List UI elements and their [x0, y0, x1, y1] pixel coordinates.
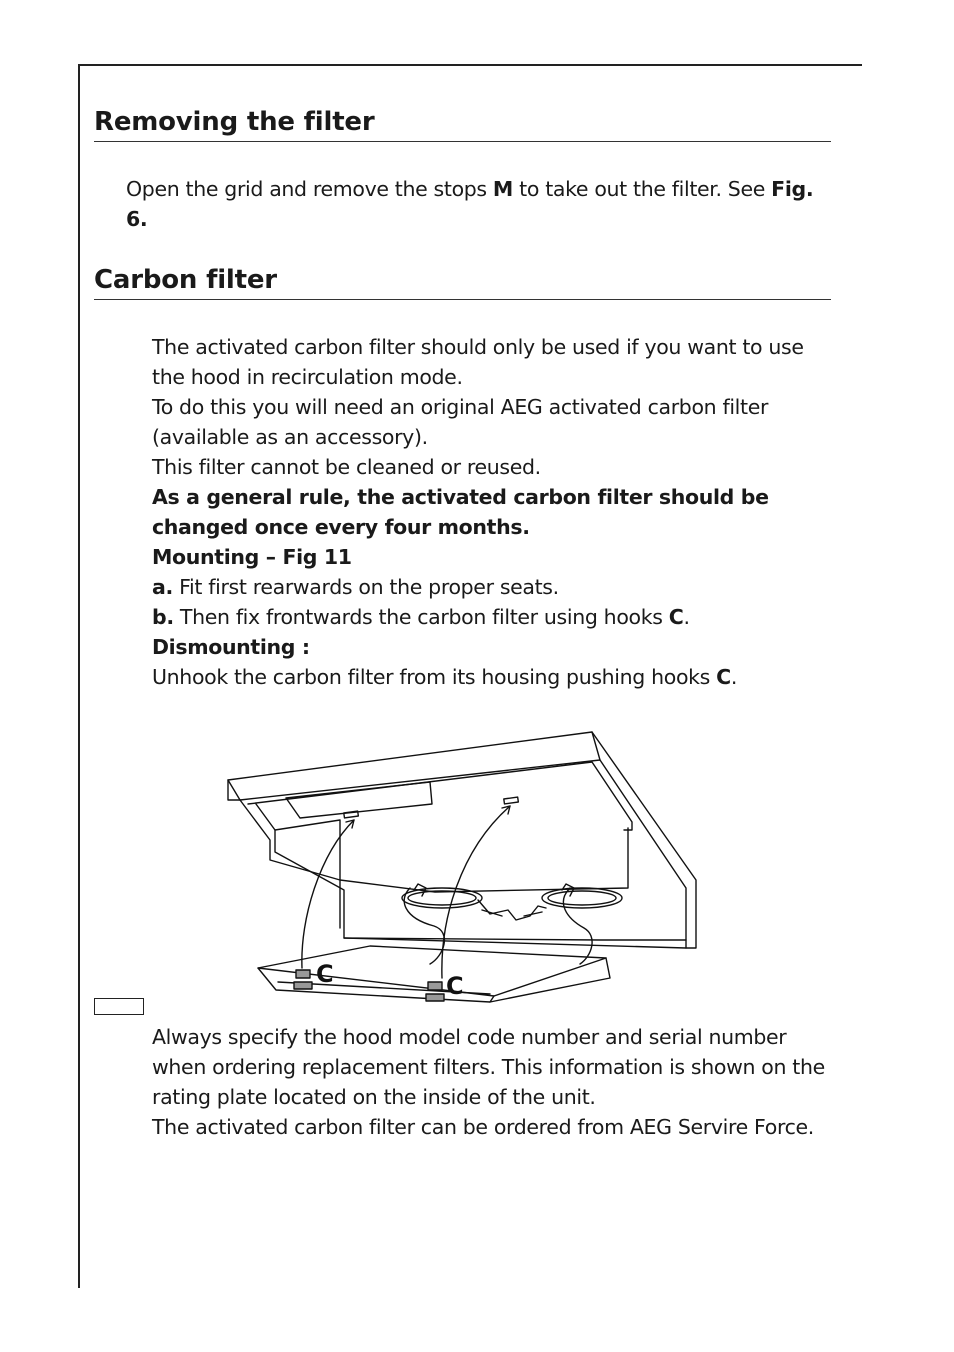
arrow-left [302, 820, 354, 968]
carbon-filter-body [152, 332, 842, 692]
paragraph-requirement: To do this you will need an original AEG activated carbon filter (available as an accessory). [152, 395, 769, 449]
hood-side [592, 732, 600, 760]
text: to take out the filter. See [512, 177, 772, 201]
text: . [730, 665, 738, 689]
note-paragraph-model: Always specify the hood model code number and serial number when ordering replacement filters. This information is shown on the rating plate located on the inside of the unit. [152, 1025, 825, 1109]
motor-ring-right-inner [548, 891, 616, 905]
fig-reference: Fig. 6. [126, 177, 814, 231]
text: Open the grid and remove the stops [126, 177, 493, 201]
hook-c-label-right: C [446, 972, 464, 1000]
step-text: Then fix frontwards the carbon filter using hooks [173, 605, 669, 629]
step-label: a. [152, 575, 173, 599]
filter-panel-side [490, 958, 610, 1002]
mounting-title: Mounting – Fig 11 [152, 545, 352, 569]
hook-right-upper [428, 982, 442, 990]
wire-right [563, 888, 592, 964]
hood-left-drop [240, 800, 340, 928]
hook-label: C [716, 665, 731, 689]
dismount-instruction [152, 662, 842, 692]
top-clip-right [504, 797, 519, 804]
text: Unhook the carbon filter from its housing pushing hooks [152, 665, 717, 689]
paragraph-rule: As a general rule, the activated carbon filter should be changed once every four months. [152, 485, 769, 539]
page-frame-left [78, 64, 80, 1288]
stop-label: M [492, 177, 513, 201]
note-marker-box [94, 998, 144, 1015]
motor-ring-left-inner [408, 891, 476, 905]
center-bracket [478, 900, 546, 920]
note-paragraph-order: The activated carbon filter can be ordered from AEG Servire Force. [152, 1115, 814, 1139]
step-b [152, 602, 842, 632]
hook-right-lower [426, 994, 444, 1001]
text: . [683, 605, 690, 629]
wire-left [404, 888, 444, 964]
step-label: b. [152, 605, 174, 629]
paragraph-usage: The activated carbon filter should only be used if you want to use the hood in recirculation mode. [152, 335, 804, 389]
hook-c-label-left: C [316, 960, 334, 988]
removing-filter-paragraph [126, 174, 826, 234]
dismounting-title: Dismounting : [152, 635, 310, 659]
step-a [152, 572, 842, 602]
carbon-filter-illustration [220, 720, 710, 1010]
heading-removing-filter: Removing the filter [94, 107, 831, 142]
page-frame-top [78, 64, 862, 66]
ordering-note [152, 1022, 842, 1142]
hook-label: C [668, 605, 684, 629]
paragraph-no-reuse: This filter cannot be cleaned or reused. [152, 455, 541, 479]
hood-outline [228, 732, 696, 948]
hook-left-lower [294, 982, 312, 989]
hook-left-upper [296, 970, 310, 978]
heading-carbon-filter: Carbon filter [94, 265, 831, 300]
step-text: Fit first rearwards on the proper seats. [172, 575, 559, 599]
